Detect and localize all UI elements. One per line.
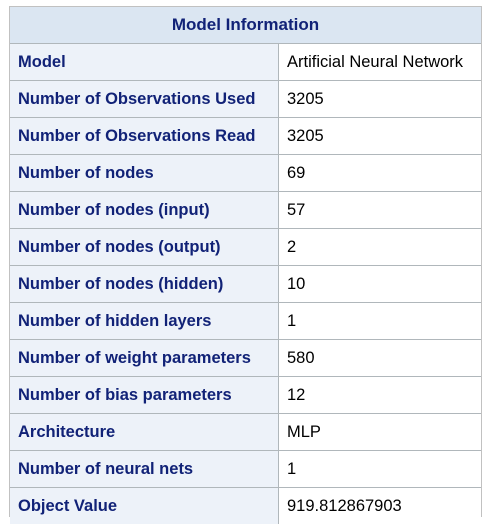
row-label: Number of nodes (hidden): [10, 266, 279, 303]
row-label: Number of Observations Read: [10, 118, 279, 155]
row-value: 919.812867903: [279, 488, 481, 524]
table-row: [10, 451, 481, 488]
row-value: 10: [279, 266, 481, 303]
row-value: Artificial Neural Network: [279, 44, 481, 81]
row-value: 3205: [279, 81, 481, 118]
row-value: 580: [279, 340, 481, 377]
table-row: [10, 229, 481, 266]
row-value: 1: [279, 303, 481, 340]
table-row: [10, 44, 481, 81]
table-header-row: [10, 7, 481, 44]
table-row: [10, 192, 481, 229]
row-value: 2: [279, 229, 481, 266]
table-row: [10, 155, 481, 192]
row-value: 12: [279, 377, 481, 414]
row-value: 3205: [279, 118, 481, 155]
table-row: [10, 303, 481, 340]
row-label: Architecture: [10, 414, 279, 451]
row-label: Number of nodes: [10, 155, 279, 192]
row-label: Number of hidden layers: [10, 303, 279, 340]
row-value: 1: [279, 451, 481, 488]
table-row: [10, 377, 481, 414]
table-row: [10, 488, 481, 524]
row-value: 69: [279, 155, 481, 192]
table-row: [10, 414, 481, 451]
row-label: Number of bias parameters: [10, 377, 279, 414]
row-value: 57: [279, 192, 481, 229]
row-label: Number of nodes (output): [10, 229, 279, 266]
row-label: Number of Observations Used: [10, 81, 279, 118]
row-value: MLP: [279, 414, 481, 451]
row-label: Number of neural nets: [10, 451, 279, 488]
table-title: Model Information: [10, 7, 481, 44]
row-label: Object Value: [10, 488, 279, 524]
row-label: Number of weight parameters: [10, 340, 279, 377]
model-information-table: [10, 7, 481, 524]
table-row: [10, 81, 481, 118]
table-row: [10, 266, 481, 303]
row-label: Number of nodes (input): [10, 192, 279, 229]
table-row: [10, 118, 481, 155]
row-label: Model: [10, 44, 279, 81]
table-row: [10, 340, 481, 377]
